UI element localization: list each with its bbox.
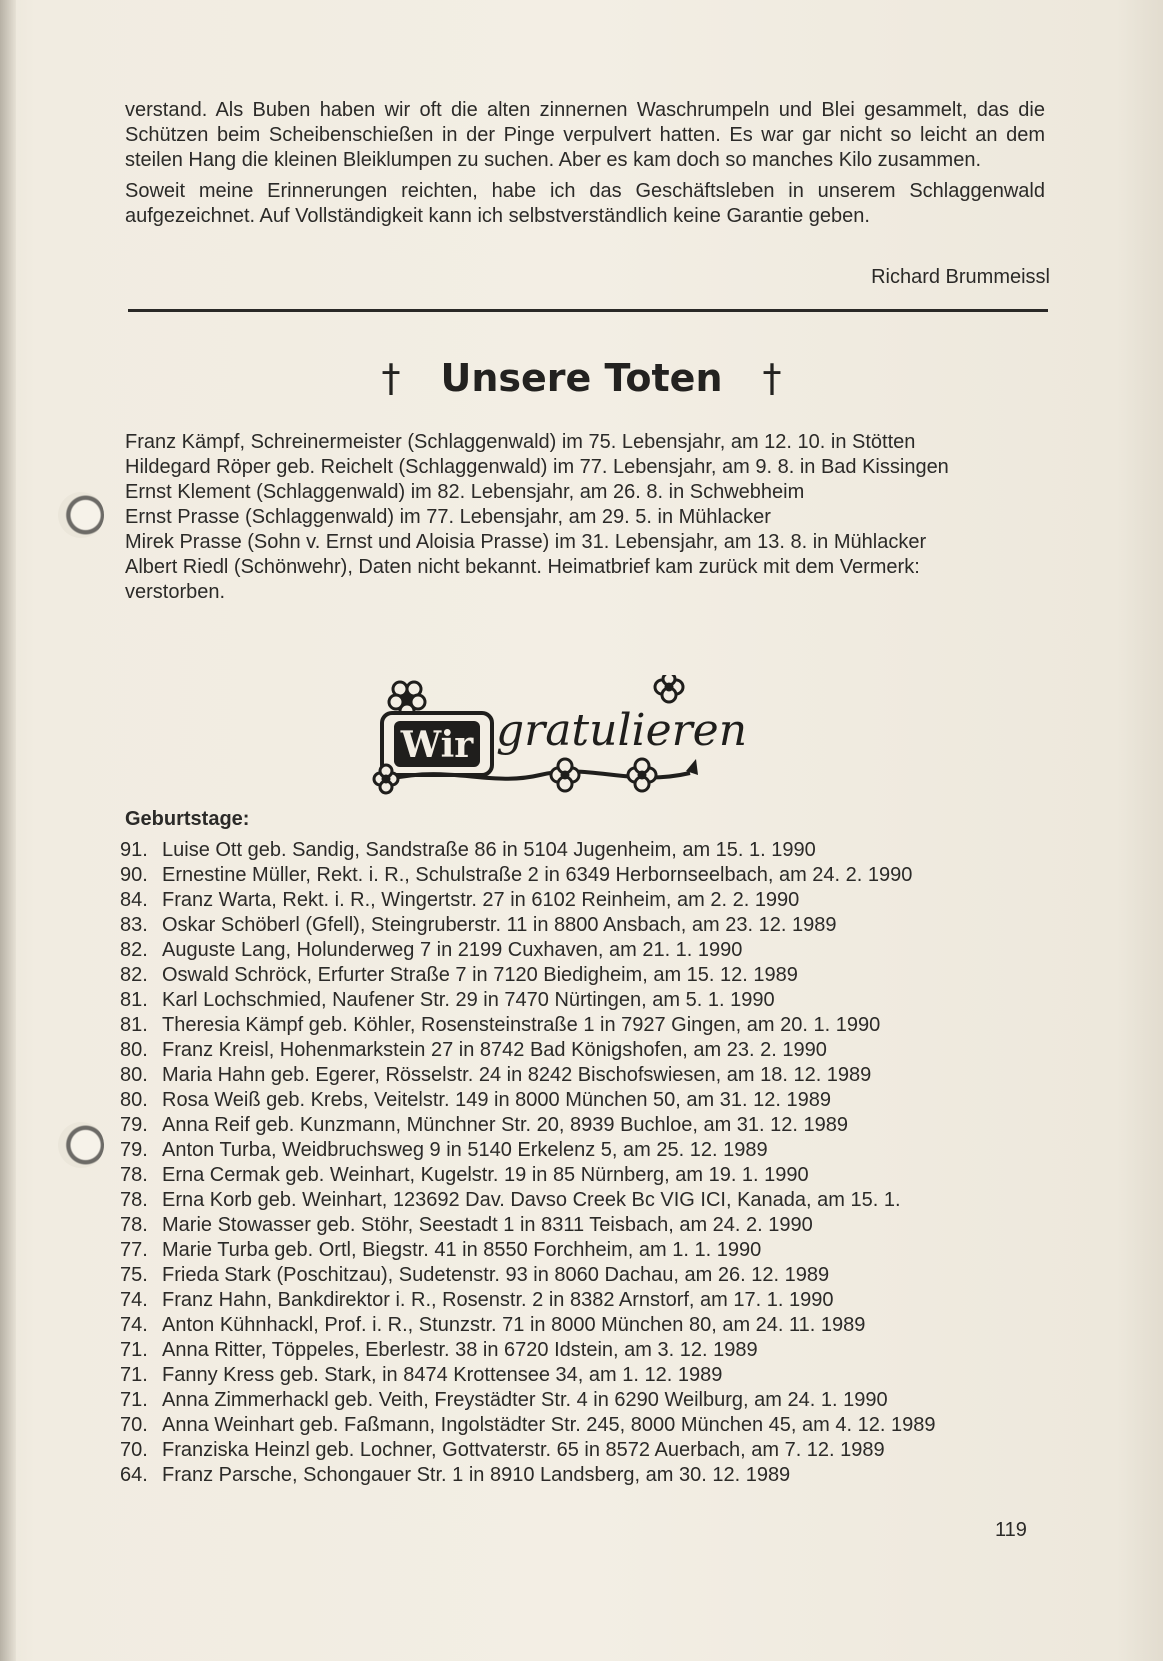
punch-hole-bottom: [58, 1122, 104, 1168]
death-entry: Albert Riedl (Schönwehr), Daten nicht bekannt. Heimatbrief kam zurück mit dem Vermerk:: [125, 556, 920, 578]
birthday-text: Karl Lochschmied, Naufener Str. 29 in 7470 Nürtingen, am 5. 1. 1990: [162, 989, 775, 1011]
birthday-text: Luise Ott geb. Sandig, Sandstraße 86 in 5104 Jugenheim, am 15. 1. 1990: [162, 839, 816, 861]
birthday-text: Anton Turba, Weidbruchsweg 9 in 5140 Erkelenz 5, am 25. 12. 1989: [162, 1139, 768, 1161]
birthday-text: Franz Hahn, Bankdirektor i. R., Rosenstr. 2 in 8382 Arnstorf, am 17. 1. 1990: [162, 1289, 834, 1311]
death-entry: Franz Kämpf, Schreinermeister (Schlaggenwald) im 75. Lebensjahr, am 12. 10. in Stötten: [125, 431, 916, 453]
birthday-text: Ernestine Müller, Rekt. i. R., Schulstraße 2 in 6349 Herbornseelbach, am 24. 2. 1990: [162, 864, 913, 886]
birthday-age: 71.: [120, 1389, 148, 1411]
birthday-row: [120, 963, 1060, 988]
birthday-text: Frieda Stark (Poschitzau), Sudetenstr. 93 in 8060 Dachau, am 26. 12. 1989: [162, 1264, 830, 1286]
section-divider: [128, 309, 1048, 312]
death-entry: Ernst Klement (Schlaggenwald) im 82. Lebensjahr, am 26. 8. in Schwebheim: [125, 481, 805, 503]
birthday-age: 78.: [120, 1164, 148, 1186]
birthday-row: [120, 1288, 1060, 1313]
birthday-row: [120, 1338, 1060, 1363]
birthday-age: 81.: [120, 1014, 148, 1036]
birthday-row: [120, 1363, 1060, 1388]
birthday-text: Erna Korb geb. Weinhart, 123692 Dav. Davso Creek Bc VIG ICI, Kanada, am 15. 1.: [162, 1189, 901, 1211]
birthday-text: Anna Reif geb. Kunzmann, Münchner Str. 20, 8939 Buchloe, am 31. 12. 1989: [162, 1114, 849, 1136]
birthday-age: 64.: [120, 1464, 148, 1486]
birthday-row: [120, 1188, 1060, 1213]
birthday-row: [120, 1163, 1060, 1188]
birthday-age: 74.: [120, 1289, 148, 1311]
birthday-text: Oskar Schöberl (Gfell), Steingruberstr. 11 in 8800 Ansbach, am 23. 12. 1989: [162, 914, 837, 936]
birthday-text: Anton Kühnhackl, Prof. i. R., Stunzstr. 71 in 8000 München 80, am 24. 11. 1989: [162, 1314, 866, 1336]
death-entry: Hildegard Röper geb. Reichelt (Schlaggenwald) im 77. Lebensjahr, am 9. 8. in Bad Kissingen: [125, 456, 949, 478]
birthday-row: [120, 888, 1060, 913]
deaths-title: Unsere Toten: [440, 356, 723, 400]
birthday-text: Anna Ritter, Töppeles, Eberlestr. 38 in 6720 Idstein, am 3. 12. 1989: [162, 1339, 758, 1361]
birthday-row: [120, 1438, 1060, 1463]
birthday-age: 70.: [120, 1414, 148, 1436]
birthday-age: 78.: [120, 1214, 148, 1236]
birthday-row: [120, 938, 1060, 963]
birthday-age: 82.: [120, 964, 148, 986]
death-entry: Mirek Prasse (Sohn v. Ernst und Aloisia Prasse) im 31. Lebensjahr, am 13. 8. in Mühlacker: [125, 531, 927, 553]
birthday-row: [120, 1463, 1060, 1488]
punch-hole-top: [58, 492, 104, 538]
intro-paragraph-2: Soweit meine Erinnerungen reichten, habe ich das Geschäftsleben in unserem Schlaggenwald aufgezeichnet. Auf Vollständigkeit kann ich selbstverständlich keine Garantie geben.: [125, 180, 1045, 227]
death-entry: verstorben.: [125, 581, 226, 603]
birthday-text: Franz Parsche, Schongauer Str. 1 in 8910 Landsberg, am 30. 12. 1989: [162, 1464, 791, 1486]
birthday-row: [120, 1088, 1060, 1113]
birthday-age: 71.: [120, 1364, 148, 1386]
birthday-age: 80.: [120, 1064, 148, 1086]
intro-text: [125, 98, 1045, 235]
wir-word: Wir: [400, 724, 474, 766]
birthday-age: 81.: [120, 989, 148, 1011]
birthdays-list: [120, 838, 1060, 1488]
birthday-age: 79.: [120, 1114, 148, 1136]
birthday-text: Maria Hahn geb. Egerer, Rösselstr. 24 in 8242 Bischofswiesen, am 18. 12. 1989: [162, 1064, 872, 1086]
birthday-age: 82.: [120, 939, 148, 961]
birthday-row: [120, 1063, 1060, 1088]
birthday-age: 78.: [120, 1189, 148, 1211]
birthday-row: [120, 1313, 1060, 1338]
birthday-age: 74.: [120, 1314, 148, 1336]
birthday-text: Franz Kreisl, Hohenmarkstein 27 in 8742 Bad Königshofen, am 23. 2. 1990: [162, 1039, 827, 1061]
birthday-row: [120, 1213, 1060, 1238]
birthday-text: Franz Warta, Rekt. i. R., Wingertstr. 27 in 6102 Reinheim, am 2. 2. 1990: [162, 889, 800, 911]
birthday-text: Oswald Schröck, Erfurter Straße 7 in 7120 Biedigheim, am 15. 12. 1989: [162, 964, 798, 986]
intro-paragraph-1: verstand. Als Buben haben wir oft die alten zinnernen Waschrumpeln und Blei gesammelt, das die Schützen beim Scheibenschießen in der Pinge verpulvert hatten. Es war gar nicht so leicht an dem steilen Hang die kleinen Bleiklumpen zu suchen. Aber es kam doch so manches Kilo zusammen.: [125, 99, 1045, 171]
author-signature: Richard Brummeissl: [871, 266, 1050, 288]
death-entry: Ernst Prasse (Schlaggenwald) im 77. Lebensjahr, am 29. 5. in Mühlacker: [125, 506, 771, 528]
birthday-age: 79.: [120, 1139, 148, 1161]
birthdays-heading: Geburtstage:: [125, 808, 250, 830]
birthday-text: Auguste Lang, Holunderweg 7 in 2199 Cuxhaven, am 21. 1. 1990: [162, 939, 743, 961]
cross-icon-right: †: [762, 356, 782, 400]
page-number: 119: [995, 1519, 1027, 1541]
birthday-text: Theresia Kämpf geb. Köhler, Rosensteinstraße 1 in 7927 Gingen, am 20. 1. 1990: [162, 1014, 881, 1036]
birthday-text: Marie Turba geb. Ortl, Biegstr. 41 in 8550 Forchheim, am 1. 1. 1990: [162, 1239, 762, 1261]
birthday-age: 71.: [120, 1339, 148, 1361]
birthday-age: 83.: [120, 914, 148, 936]
flower-icon: [655, 675, 683, 702]
birthday-row: [120, 1113, 1060, 1138]
birthday-text: Rosa Weiß geb. Krebs, Veitelstr. 149 in 8000 München 50, am 31. 12. 1989: [162, 1089, 831, 1111]
birthday-row: [120, 838, 1060, 863]
wir-gratulieren-logo: [370, 675, 790, 795]
birthday-row: [120, 913, 1060, 938]
birthday-row: [120, 988, 1060, 1013]
gratulieren-word: gratulieren: [496, 705, 748, 756]
birthday-row: [120, 863, 1060, 888]
flower-icon: [551, 759, 579, 791]
birthday-row: [120, 1138, 1060, 1163]
birthday-row: [120, 1263, 1060, 1288]
cross-icon-left: †: [381, 356, 401, 400]
birthday-age: 90.: [120, 864, 148, 886]
birthday-age: 77.: [120, 1239, 148, 1261]
birthday-row: [120, 1238, 1060, 1263]
deaths-heading: [0, 356, 1163, 400]
birthday-row: [120, 1388, 1060, 1413]
birthday-age: 75.: [120, 1264, 148, 1286]
birthday-text: Erna Cermak geb. Weinhart, Kugelstr. 19 in 85 Nürnberg, am 19. 1. 1990: [162, 1164, 809, 1186]
birthday-text: Franziska Heinzl geb. Lochner, Gottvaterstr. 65 in 8572 Auerbach, am 7. 12. 1989: [162, 1439, 885, 1461]
birthday-age: 91.: [120, 839, 148, 861]
deaths-list: [125, 430, 1045, 605]
birthday-text: Fanny Kress geb. Stark, in 8474 Krottensee 34, am 1. 12. 1989: [162, 1364, 723, 1386]
birthday-row: [120, 1038, 1060, 1063]
birthday-row: [120, 1413, 1060, 1438]
birthday-text: Marie Stowasser geb. Stöhr, Seestadt 1 in 8311 Teisbach, am 24. 2. 1990: [162, 1214, 813, 1236]
birthday-age: 80.: [120, 1039, 148, 1061]
birthday-text: Anna Zimmerhackl geb. Veith, Freystädter Str. 4 in 6290 Weilburg, am 24. 1. 1990: [162, 1389, 888, 1411]
birthday-row: [120, 1013, 1060, 1038]
birthday-age: 84.: [120, 889, 148, 911]
flower-icon: [628, 759, 656, 791]
birthday-age: 70.: [120, 1439, 148, 1461]
birthday-age: 80.: [120, 1089, 148, 1111]
birthday-text: Anna Weinhart geb. Faßmann, Ingolstädter Str. 245, 8000 München 45, am 4. 12. 1989: [162, 1414, 936, 1436]
binding-gutter: [0, 0, 16, 1661]
